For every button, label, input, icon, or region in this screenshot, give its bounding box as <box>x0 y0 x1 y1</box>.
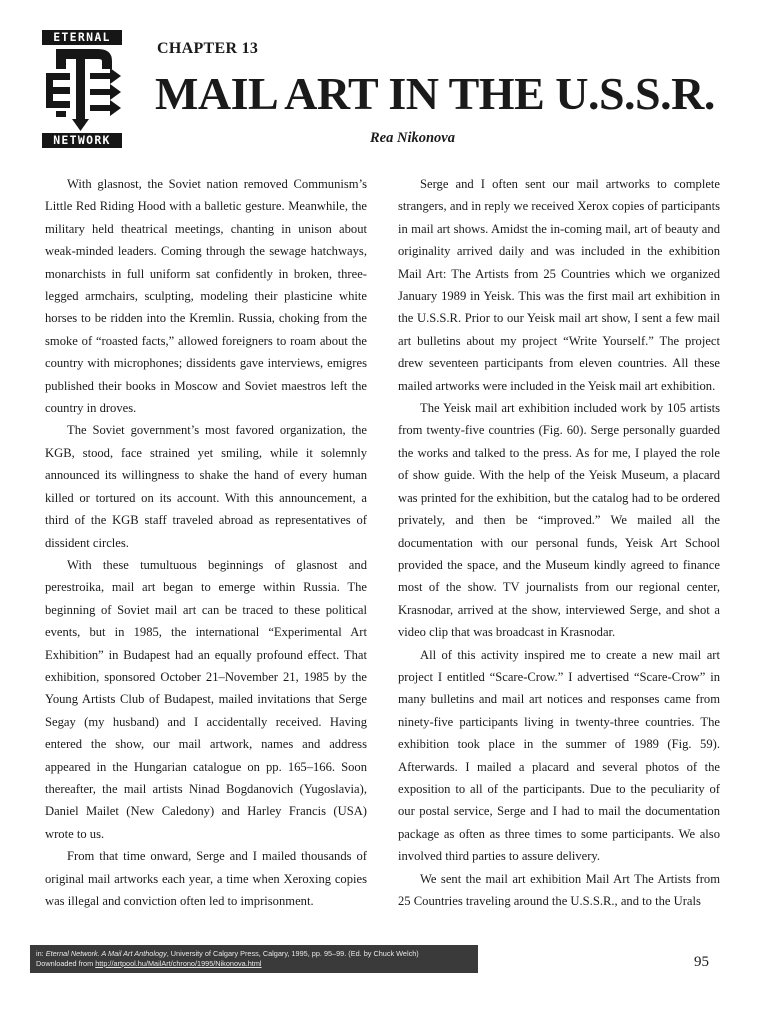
eternal-network-logo <box>42 30 122 148</box>
citation-line: in: Eternal Network. A Mail Art Anthology, University of Calgary Press, Calgary, 1995, pp. 95–99. (Ed. by Chuck Welch) <box>36 949 419 958</box>
download-line: Downloaded from http://artpool.hu/MailArt/chrono/1995/Nikonova.html <box>36 959 262 968</box>
page-number: 95 <box>694 954 709 970</box>
logo-bottom-label: NETWORK <box>42 133 122 148</box>
paragraph: With glasnost, the Soviet nation removed Communism’s Little Red Riding Hood with a balletic gesture. Meanwhile, the military held theatrical meetings, chanting in unison about weak-minded leaders. Coming through the sewage hatchways, monarchists in full uniform sat confidently in broken, three-legged armchairs, sculpting, modeling their plasticine white horses to be ridden into the Kremlin. Russia, choking from the smoke of “roasted facts,” allowed foreigners to roam about the country with microphones; dissidents gave interviews, emigres published their books in Moscow and Soviet maestros left the country in droves. <box>45 177 367 416</box>
logo-top-label: ETERNAL <box>42 30 122 45</box>
author-name: Rea Nikonova <box>370 130 455 146</box>
network-arrows-icon <box>42 47 122 131</box>
source-citation <box>30 945 478 973</box>
right-column <box>398 173 720 912</box>
paragraph: From that time onward, Serge and I mailed thousands of original mail artworks each year, a time when Xeroxing copies was illegal and conviction often led to imprisonment. <box>45 849 367 908</box>
left-column <box>45 173 367 912</box>
paragraph: Serge and I often sent our mail artworks to complete strangers, and in reply we received Xerox copies of participants in mail art shows. Amidst the in-coming mail, art of beauty and originality arrived daily and was included in the exhibition Mail Art: The Artists from 25 Countries which we organized January 1989 in Yeisk. This was the first mail art exhibition in the U.S.S.R. Prior to our Yeisk mail art show, I sent a few mail art bulletins about my project “Write Yourself.” The project drew seventeen participants from eleven countries. All these mailed artworks were included in the Yeisk mail art exhibition. <box>398 177 720 393</box>
paragraph: The Yeisk mail art exhibition included work by 105 artists from twenty-five countries (Fig. 60). Serge personally guarded the works and talked to the press. As for me, I played the role of show guide. With the help of the Yeisk Museum, a placard was printed for the exhibition, but the catalog had to be ordered privately, and then be “improved.” We mailed all the documentation with our personal funds, Yeisk Art School provided the space, and the Museum kindly agreed to finance most of the show. TV journalists from our regional center, Krasnodar, arrived at the show, interviewed Serge, and shot a video clip that was broadcast in Krasnodar. <box>398 401 720 640</box>
anthology-title: Eternal Network. A Mail Art Anthology <box>45 949 167 958</box>
paragraph: The Soviet government’s most favored organization, the KGB, stood, face strained yet smiling, while it solemnly announced its willingness to shake the hand of every human killed or tortured on its account. With this announcement, a third of the KGB staff traveled abroad as representatives of dissident circles. <box>45 423 367 550</box>
chapter-number: CHAPTER 13 <box>157 40 259 57</box>
paragraph: We sent the mail art exhibition Mail Art The Artists from 25 Countries traveling around the U.S.S.R., and to the Urals <box>398 871 720 908</box>
paragraph: All of this activity inspired me to create a new mail art project I entitled “Scare-Crow.” I advertised “Scare-Crow” in many bulletins and mail art notices and responses came from ninety-five participants living in twenty-three countries. The exhibition took place in the summer of 1989 (Fig. 59). Afterwards. I mailed a placard and several photos of the exposition to all of the participants. Due to the peculiarity of our postal service, Serge and I had to mail the documentation package as often as three times to some participants. We also involved third parties to assure delivery. <box>398 647 720 864</box>
chapter-title: MAIL ART IN THE U.S.S.R. <box>155 68 715 119</box>
paragraph: With these tumultuous beginnings of glasnost and perestroika, mail art began to emerge within Russia. The beginning of Soviet mail art can be traced to these political events, but in 1985, the international “Experimental Art Exhibition” in Budapest had an equally profound effect. That exhibition, sponsored October 21–November 21, 1985 by the Young Artists Club of Budapest, mailed invitations that Serge Segay (my husband) and I accidentally received. Having entered the show, our mail artwork, names and address appeared in the Hungarian catalogue on pp. 165–166. Soon thereafter, the mail artists Ninad Bogdanovich (Yugoslavia), Daniel Mailet (New Caledony) and Harley Francis (USA) wrote to us. <box>45 557 367 841</box>
source-link[interactable]: http://artpool.hu/MailArt/chrono/1995/Nikonova.html <box>95 959 262 968</box>
